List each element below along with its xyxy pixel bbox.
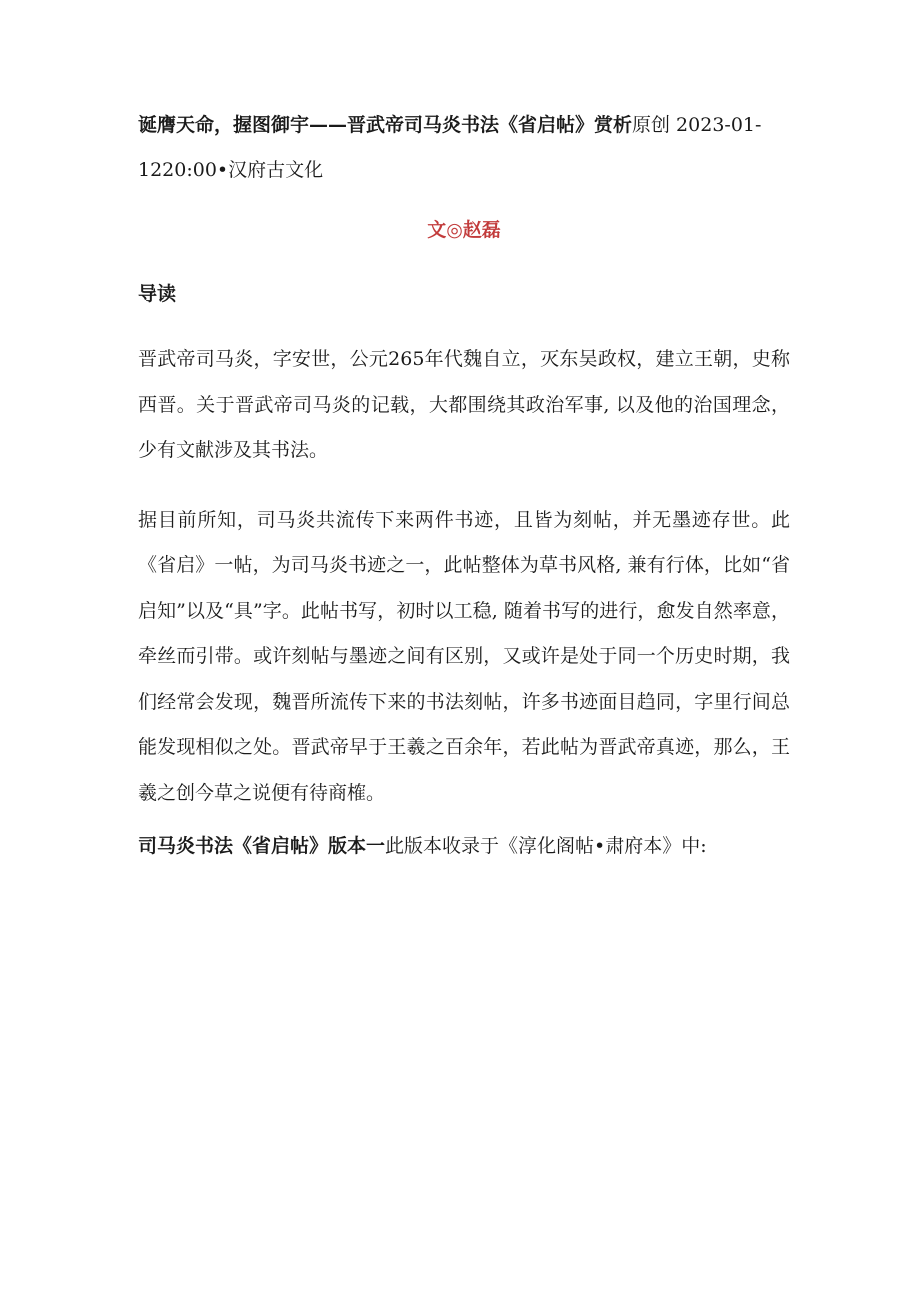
- article-title: 诞膺天命，握图御宇——晋武帝司马炎书法《省启帖》赏析: [138, 114, 633, 136]
- paragraph-1: 晋武帝司马炎，字安世，公元265年代魏自立，灭东吴政权，建立王朝，史称西晋。关于晋武帝司马炎的记载，大都围绕其政治军事, 以及他的治国理念，少有文献涉及其书法。: [138, 348, 790, 461]
- version-label: 司马炎书法《省启帖》版本一: [138, 835, 386, 857]
- intro-heading: 导读: [138, 283, 177, 305]
- document-page: [138, 103, 790, 866]
- article-author: 文◎赵磊: [427, 219, 501, 241]
- version-line: [138, 826, 790, 866]
- article-meta: 原创 2023-01-1220:00•汉府古文化: [138, 114, 762, 181]
- version-text: 此版本收录于《淳化阁帖•肃府本》中:: [385, 835, 707, 857]
- paragraph-2: 据目前所知，司马炎共流传下来两件书迹，且皆为刻帖，并无墨迹存世。此《省启》一帖，为司马炎书迹之一，此帖整体为草书风格, 兼有行体，比如“省启知”以及“具”字。此帖书写，初时以工稳, 随着书写的进行，愈发自然率意，牵丝而引带。或许刻帖与墨迹之间有区别，又或许是处于同一个历史时期，我们经常会发现，魏晋所流传下来的书法刻帖，许多书迹面目趋同，字里行间总能发现相似之处。晋武帝早于王羲之百余年，若此帖为晋武帝真迹，那么，王羲之创今草之说便有待商榷。: [138, 508, 790, 804]
- article-title-block: [138, 103, 790, 193]
